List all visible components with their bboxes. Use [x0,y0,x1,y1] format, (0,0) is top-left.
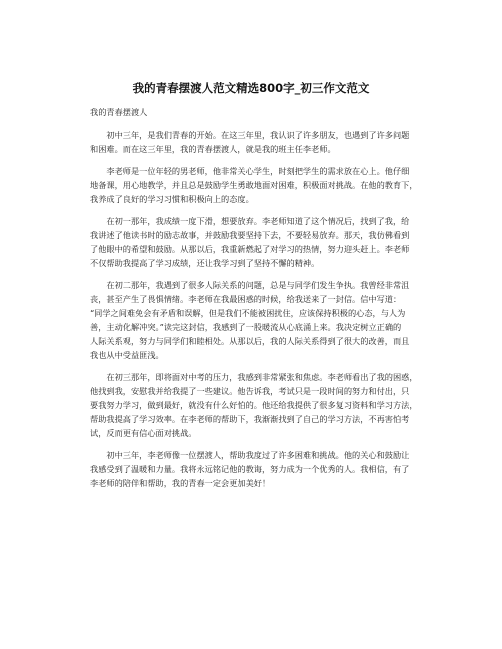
paragraph-line: 试，反而更有信心面对挑战。 [90,428,197,438]
paragraph-6 [90,448,424,490]
paragraph-line: 和困难。而在这三年里，我的青春摆渡人，就是我的班主任李老师。 [90,144,336,154]
paragraph-line: 了他眼中的希望和鼓励。从那以后，我重新燃起了对学习的热情，努力迎头赶上。李老师 [90,244,410,254]
paragraph-line: 不仅帮助我提高了学习成绩，还让我学习到了坚持不懈的精神。 [90,258,320,268]
paragraph-line: 我也从中受益匪浅。 [90,350,164,360]
paragraph-line: 丧，甚至产生了畏惧情绪。李老师在我最困惑的时候，给我送来了一封信。信中写道： [90,294,402,304]
paragraph-line: 我感受到了温暖和力量。我将永远铭记他的教诲，努力成为一个优秀的人。我相信，有了 [90,464,410,474]
paragraph-line: 在初三那年，即将面对中考的压力，我感到非常紧张和焦虑。李老师看出了我的困惑， [90,372,418,382]
paragraph-line: 地备课，用心地教学，并且总是鼓励学生勇敢地面对困难，积极面对挑战。在他的教育下， [90,180,418,190]
paragraph-line: 在初一那年，我成绩一度下滑，想要放弃。李老师知道了这个情况后，找到了我，给 [90,216,410,226]
document-subheading: 我的青春摆渡人 [90,107,148,117]
document-title: 我的青春摆渡人范文精选800字_初三作文范文 [132,81,370,95]
paragraph-line: 初中三年，是我们青春的开始。在这三年里，我认识了许多朋友，也遇到了许多问题 [90,130,410,140]
paragraph-line: 帮助我提高了学习效率。在李老师的帮助下，我渐渐找到了自己的学习方法，不再害怕考 [90,414,410,424]
paragraph-line: 李老师是一位年轻的男老师，他非常关心学生，时刻把学生的需求放在心上。他仔细 [90,166,410,176]
paragraph-5 [90,370,424,440]
paragraph-line: 李老师的陪伴和帮助，我的青春一定会更加美好！ [90,478,271,488]
paragraph-1 [90,128,424,156]
paragraph-3 [90,214,424,270]
paragraph-line: 我养成了良好的学习习惯和积极向上的态度。 [90,194,254,204]
paragraph-line: 他找到我，安慰我并给我提了一些建议。他告诉我，考试只是一段时间的努力和付出，只 [90,386,410,396]
paragraph-line: 我讲述了他读书时的励志故事，并鼓励我要坚持下去，不要轻易放弃。那天，我仿佛看到 [90,230,410,240]
paragraph-line: 人际关系观，努力与同学们和睦相处。从那以后，我的人际关系得到了很大的改善，而且 [90,336,410,346]
paragraph-line: 善，主动化解冲突。”读完这封信，我感到了一股暖流从心底涌上来。我决定树立正确的 [90,322,402,332]
paragraph-line: “同学之间难免会有矛盾和误解，但是我们不能被困扰住，应该保持积极的心态，与人为 [90,308,406,318]
document-body [90,105,424,498]
paragraph-2 [90,164,424,206]
paragraph-line: 初中三年，李老师像一位摆渡人，帮助我度过了许多困难和挑战。他的关心和鼓励让 [90,450,410,460]
paragraph-4 [90,278,424,362]
paragraph-line: 要我努力学习，做到最好，就没有什么好怕的。他还给我提供了很多复习资料和学习方法， [90,400,418,410]
paragraph-line: 在初二那年，我遇到了很多人际关系的问题，总是与同学们发生争执。我曾经非常沮 [90,280,410,290]
